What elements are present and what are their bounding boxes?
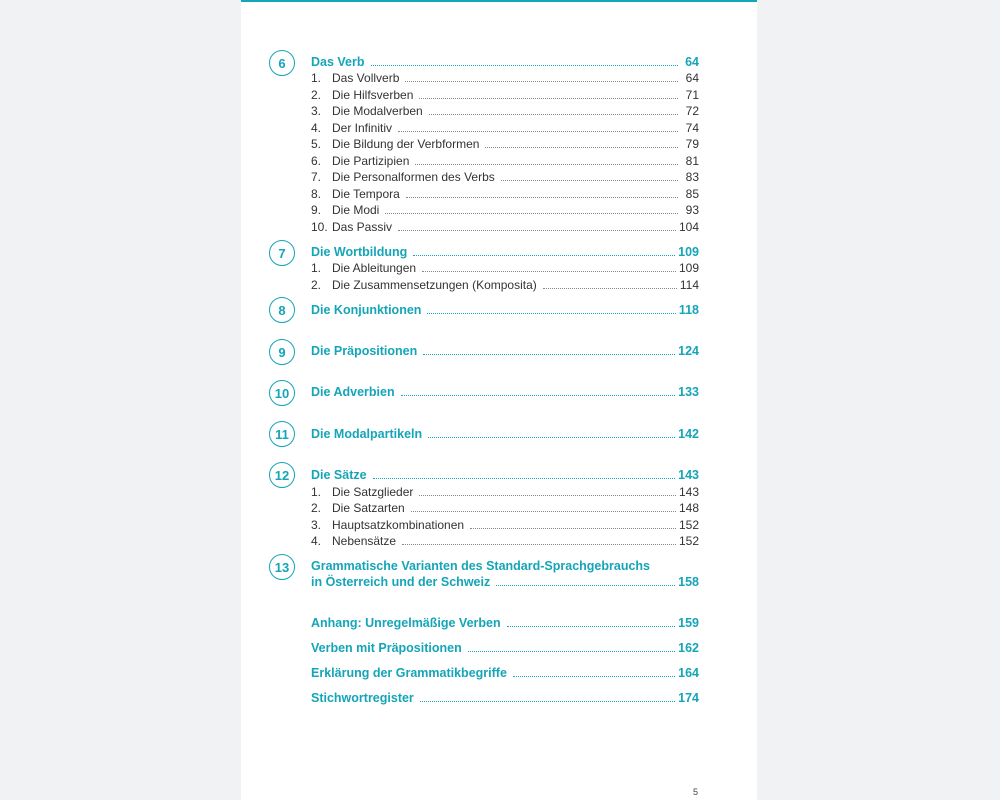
toc-appendix-link[interactable] [311, 640, 699, 656]
item-title: Das Passiv [332, 220, 393, 234]
appendix-page: 159 [678, 616, 699, 630]
chapter-number-badge: 8 [269, 297, 295, 323]
toc-appendix-link[interactable] [311, 615, 699, 631]
toc-chapter-link[interactable] [311, 54, 699, 70]
chapter-title: Die Sätze [311, 468, 367, 482]
appendix-page: 162 [678, 641, 699, 655]
dot-leader [507, 626, 676, 627]
chapter-number-badge: 11 [269, 421, 295, 447]
toc-chapter-link[interactable] [311, 574, 699, 590]
item-number: 1. [311, 71, 322, 85]
dot-leader [415, 164, 678, 165]
item-page: 74 [685, 121, 699, 135]
toc-chapter-link[interactable] [311, 302, 699, 318]
dot-leader [468, 651, 675, 652]
dot-leader [413, 255, 675, 256]
item-page: 143 [678, 485, 699, 499]
toc-item-link[interactable] [311, 277, 699, 293]
dot-leader [543, 288, 677, 289]
item-number: 9. [311, 203, 322, 217]
top-rule [241, 0, 757, 2]
toc-item-link[interactable] [311, 517, 699, 533]
appendix-title: Erklärung der Grammatikbegriffe [311, 666, 507, 680]
toc-chapter-title-line [311, 558, 699, 574]
chapter-number-badge: 7 [269, 240, 295, 266]
chapter-page: 124 [678, 344, 699, 358]
item-number: 2. [311, 88, 322, 102]
item-number: 6. [311, 154, 322, 168]
appendix-page: 174 [678, 691, 699, 705]
dot-leader [496, 585, 675, 586]
chapter-page: 158 [678, 575, 699, 589]
dot-leader [420, 701, 675, 702]
toc-chapter-link[interactable] [311, 343, 699, 359]
chapter-number-badge: 10 [269, 380, 295, 406]
toc-appendix-link[interactable] [311, 665, 699, 681]
toc-item-link[interactable] [311, 103, 699, 119]
item-title: Die Ableitungen [332, 261, 417, 275]
toc-item-link[interactable] [311, 120, 699, 136]
item-title: Die Partizipien [332, 154, 410, 168]
item-title: Die Zusammensetzungen (Komposita) [332, 278, 537, 292]
item-title: Die Hilfsverben [332, 88, 414, 102]
item-title: Die Satzglieder [332, 485, 414, 499]
chapter-page: 142 [678, 427, 699, 441]
item-title: Die Satzarten [332, 501, 405, 515]
chapter-title-line2: in Österreich und der Schweiz [311, 575, 491, 589]
dot-leader [429, 114, 678, 115]
chapter-title: Die Adverbien [311, 385, 395, 399]
item-title: Hauptsatzkombinationen [332, 518, 465, 532]
item-title: Die Bildung der Verbformen [332, 137, 480, 151]
dot-leader [405, 81, 678, 82]
dot-leader [398, 131, 678, 132]
chapter-title: Das Verb [311, 55, 365, 69]
item-page: 148 [678, 501, 699, 515]
toc-item-link[interactable] [311, 533, 699, 549]
toc-item-link[interactable] [311, 202, 699, 218]
item-page: 83 [685, 170, 699, 184]
dot-leader [402, 544, 676, 545]
item-page: 72 [685, 104, 699, 118]
item-number: 2. [311, 501, 322, 515]
item-number: 5. [311, 137, 322, 151]
toc-item-link[interactable] [311, 153, 699, 169]
dot-leader [398, 230, 676, 231]
dot-leader [427, 313, 675, 314]
toc-chapter-link[interactable] [311, 426, 699, 442]
chapter-number-badge: 6 [269, 50, 295, 76]
item-page: 85 [685, 187, 699, 201]
dot-leader [470, 528, 676, 529]
chapter-page: 133 [678, 385, 699, 399]
toc-chapter-link[interactable] [311, 467, 699, 483]
dot-leader [411, 511, 676, 512]
toc-item-link[interactable] [311, 70, 699, 86]
toc-appendix-link[interactable] [311, 690, 699, 706]
item-title: Die Tempora [332, 187, 400, 201]
chapter-title: Die Modalpartikeln [311, 427, 423, 441]
item-page: 93 [685, 203, 699, 217]
chapter-number-badge: 9 [269, 339, 295, 365]
item-number: 1. [311, 261, 322, 275]
appendix-title: Stichwortregister [311, 691, 414, 705]
dot-leader [401, 395, 676, 396]
item-page: 152 [678, 534, 699, 548]
toc-item-link[interactable] [311, 484, 699, 500]
chapter-page: 64 [685, 55, 699, 69]
item-number: 1. [311, 485, 322, 499]
dot-leader [422, 271, 676, 272]
chapter-page: 143 [678, 468, 699, 482]
item-number: 3. [311, 104, 322, 118]
dot-leader [423, 354, 675, 355]
dot-leader [419, 495, 676, 496]
item-title: Das Vollverb [332, 71, 400, 85]
page-number: 5 [693, 787, 699, 797]
dot-leader [371, 65, 678, 66]
item-title: Die Modalverben [332, 104, 423, 118]
item-title: Die Modi [332, 203, 380, 217]
chapter-title: Die Präpositionen [311, 344, 418, 358]
chapter-title: Die Konjunktionen [311, 303, 422, 317]
dot-leader [419, 98, 678, 99]
item-page: 114 [679, 278, 699, 292]
item-page: 109 [678, 261, 699, 275]
toc-item-link[interactable] [311, 219, 699, 235]
item-page: 79 [685, 137, 699, 151]
item-page: 71 [685, 88, 699, 102]
item-title: Nebensätze [332, 534, 397, 548]
toc-item-link[interactable] [311, 260, 699, 276]
appendix-page: 164 [678, 666, 699, 680]
appendix-title: Verben mit Präpositionen [311, 641, 462, 655]
dot-leader [385, 213, 678, 214]
chapter-title: Die Wortbildung [311, 245, 408, 259]
chapter-page: 109 [678, 245, 699, 259]
item-number: 4. [311, 534, 322, 548]
dot-leader [513, 676, 675, 677]
dot-leader [373, 478, 676, 479]
item-number: 4. [311, 121, 322, 135]
item-number: 10. [311, 220, 328, 234]
toc-item-link[interactable] [311, 136, 699, 152]
item-number: 7. [311, 170, 322, 184]
item-page: 104 [678, 220, 699, 234]
toc-item-link[interactable] [311, 87, 699, 103]
toc-chapter-link[interactable] [311, 244, 699, 260]
toc-item-link[interactable] [311, 169, 699, 185]
item-page: 64 [685, 71, 699, 85]
chapter-title-line1: Grammatische Varianten des Standard-Sprachgebrauchs [311, 559, 651, 573]
toc-item-link[interactable] [311, 186, 699, 202]
chapter-number-badge: 12 [269, 462, 295, 488]
dot-leader [485, 147, 678, 148]
toc-item-link[interactable] [311, 500, 699, 516]
dot-leader [501, 180, 678, 181]
toc-chapter-link[interactable] [311, 384, 699, 400]
dot-leader [428, 437, 675, 438]
appendix-title: Anhang: Unregelmäßige Verben [311, 616, 501, 630]
chapter-number-badge: 13 [269, 554, 295, 580]
item-page: 81 [685, 154, 699, 168]
item-number: 3. [311, 518, 322, 532]
dot-leader [406, 197, 678, 198]
item-title: Die Personalformen des Verbs [332, 170, 495, 184]
toc-page [241, 0, 757, 800]
item-number: 2. [311, 278, 322, 292]
item-page: 152 [678, 518, 699, 532]
item-title: Der Infinitiv [332, 121, 393, 135]
chapter-page: 118 [678, 303, 699, 317]
item-number: 8. [311, 187, 322, 201]
